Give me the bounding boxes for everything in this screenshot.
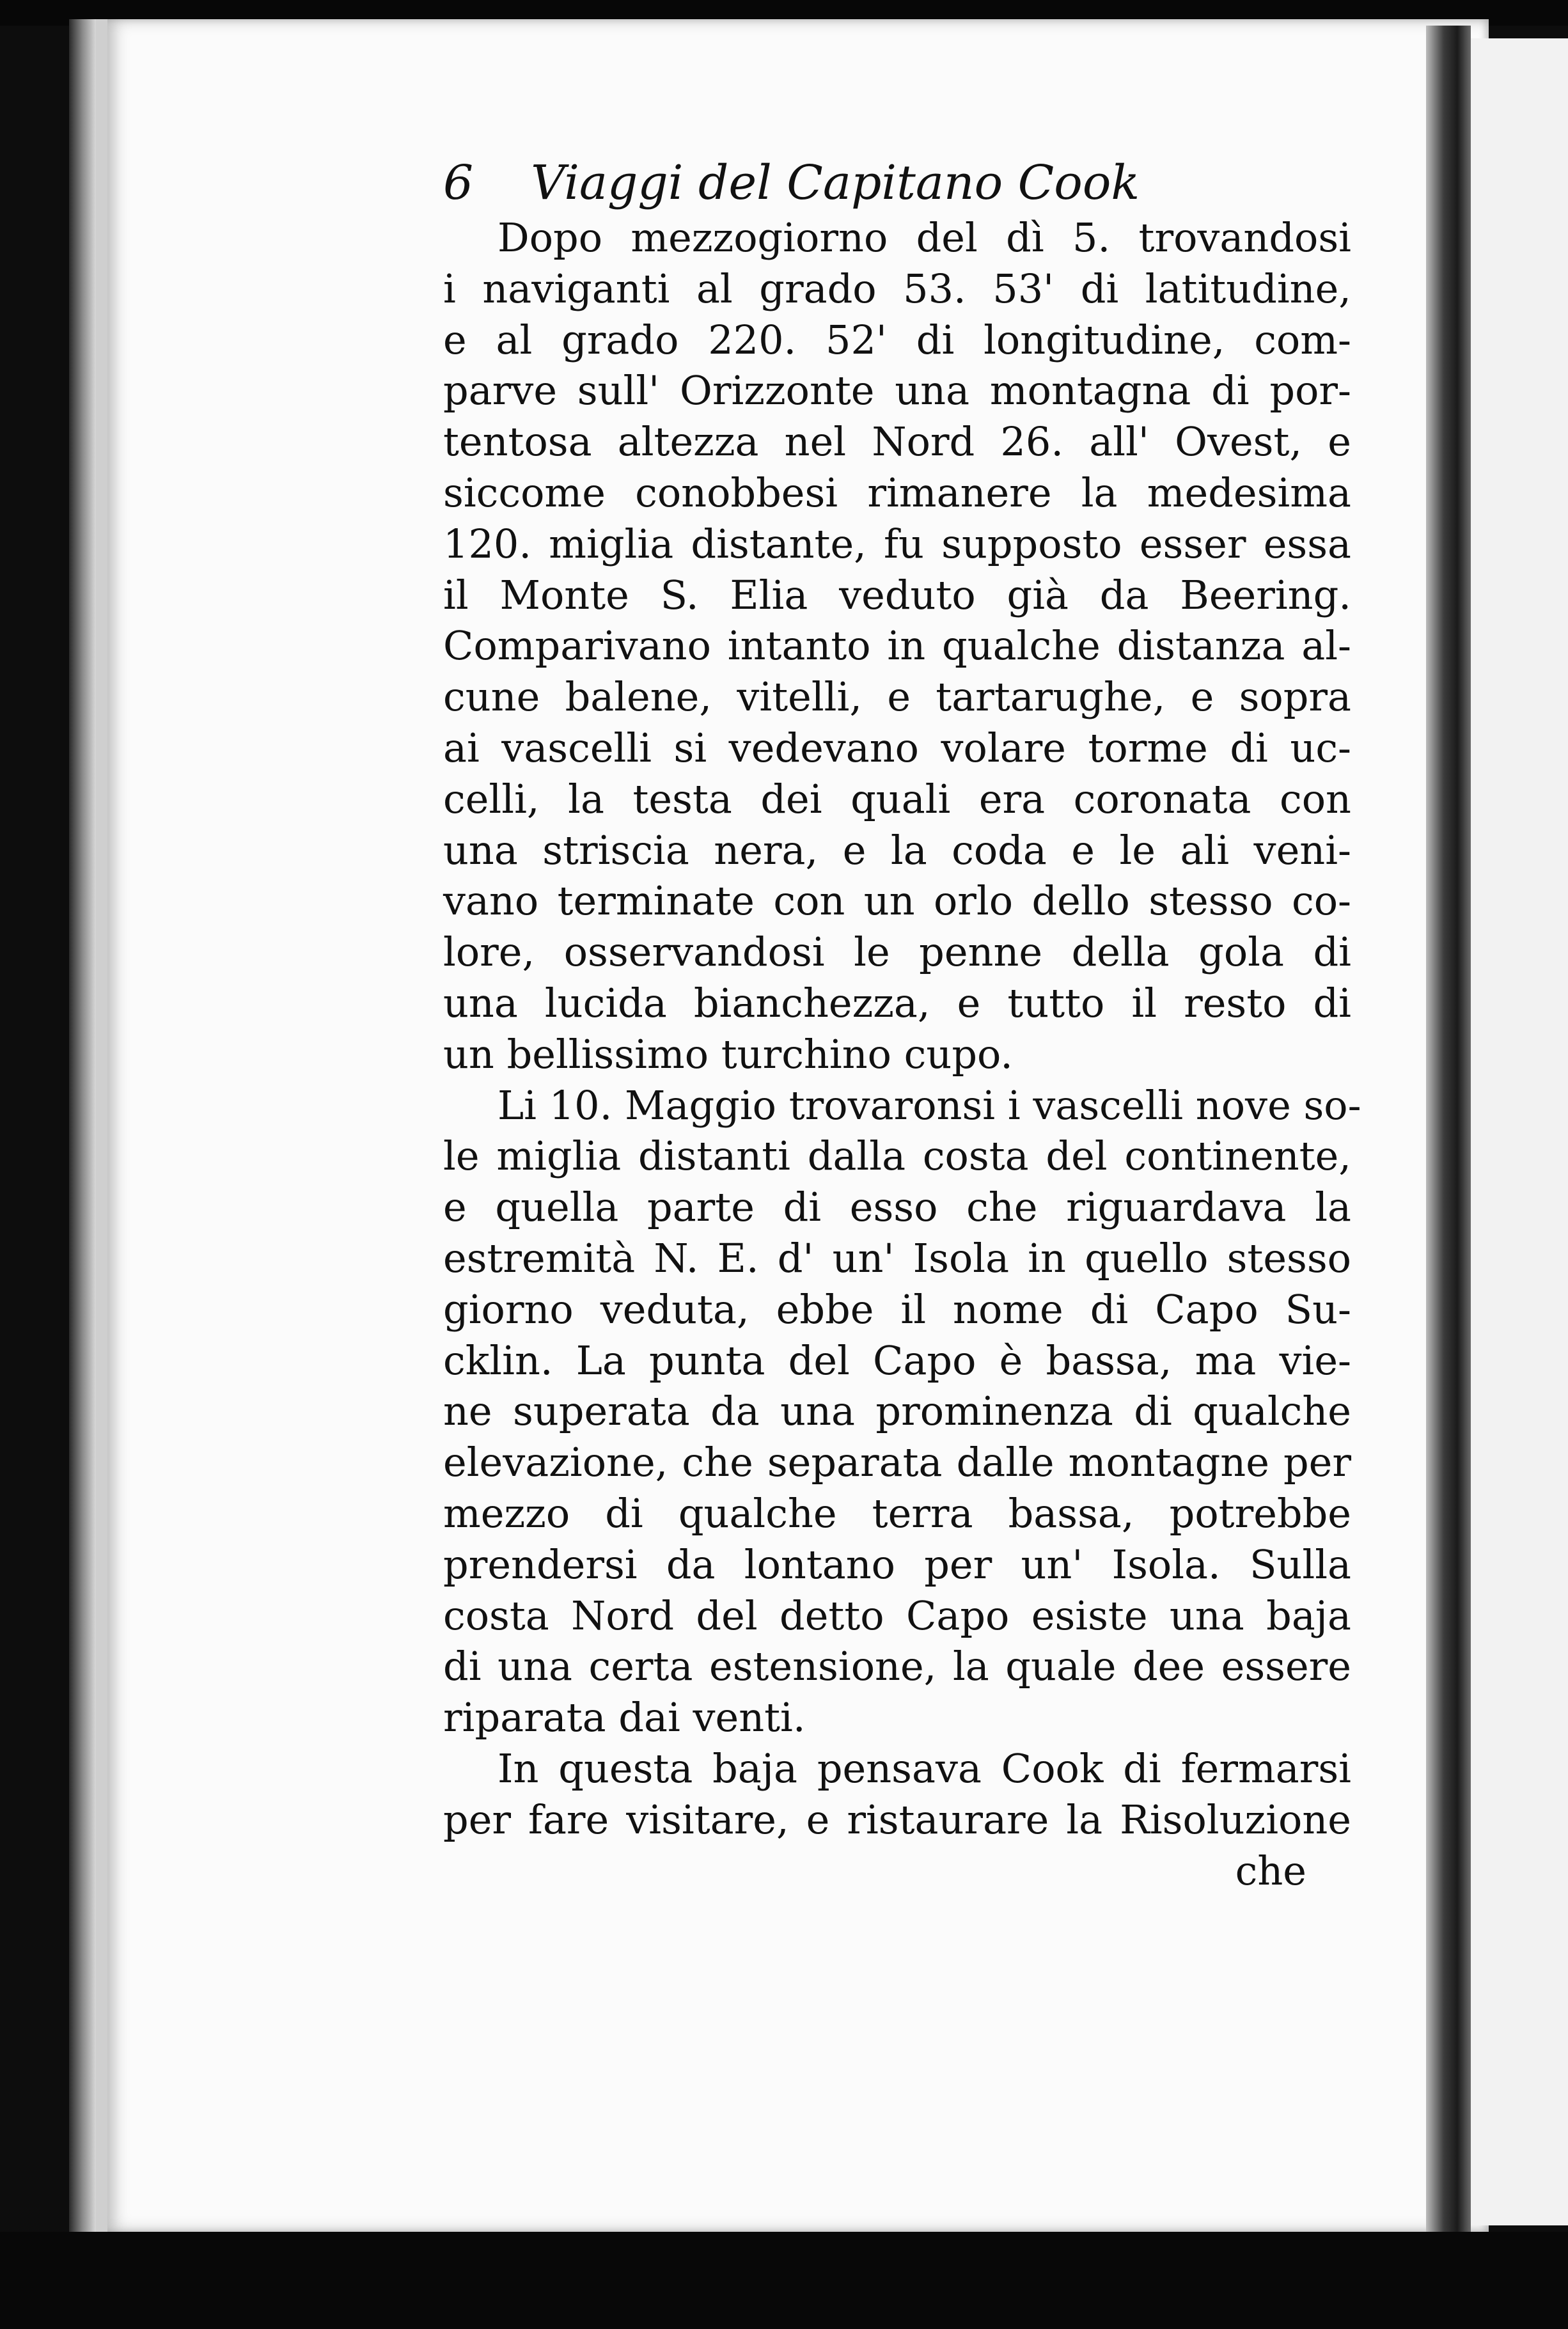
text-line: mezzo di qualche terra bassa, potrebbe bbox=[443, 1489, 1351, 1537]
text-line: celli, la testa dei quali era coronata con bbox=[443, 775, 1351, 822]
catchword: che bbox=[1235, 1847, 1306, 1894]
text-line: i naviganti al grado 53. 53' di latitudine, bbox=[443, 265, 1351, 312]
text-block bbox=[443, 153, 1361, 1896]
text-line: una striscia nera, e la coda e le ali veni- bbox=[443, 826, 1351, 874]
text-line: elevazione, che separata dalle montagne per bbox=[443, 1439, 1351, 1486]
text-line: una lucida bianchezza, e tutto il resto di bbox=[443, 979, 1351, 1026]
text-line: siccome conobbesi rimanere la medesima bbox=[443, 469, 1351, 516]
text-line: ai vascelli si vedevano volare torme di uc- bbox=[443, 724, 1351, 771]
text-line: e al grado 220. 52' di longitudine, com- bbox=[443, 316, 1351, 363]
text-line: le miglia distanti dalla costa del continente, bbox=[443, 1133, 1351, 1180]
text-line: cklin. La punta del Capo è bassa, ma vie- bbox=[443, 1337, 1351, 1384]
text-line: cune balene, vitelli, e tartarughe, e sopra bbox=[443, 673, 1351, 721]
text-line: ne superata da una prominenza di qualche bbox=[443, 1388, 1351, 1435]
next-page-edge bbox=[1471, 38, 1568, 2225]
text-line: Comparivano intanto in qualche distanza al- bbox=[443, 622, 1351, 670]
text-line: di una certa estensione, la quale dee essere bbox=[443, 1643, 1351, 1690]
text-line: Li 10. Maggio trovaronsi i vascelli nove so- bbox=[498, 1081, 1361, 1129]
text-line: un bellissimo turchino cupo. bbox=[443, 1030, 1013, 1078]
text-line: riparata dai venti. bbox=[443, 1694, 806, 1741]
body-text bbox=[443, 212, 1361, 1846]
scan-border-bottom bbox=[0, 2232, 1568, 2329]
text-line: 120. miglia distante, fu supposto esser essa bbox=[443, 520, 1351, 567]
text-line: giorno veduta, ebbe il nome di Capo Su- bbox=[443, 1285, 1351, 1333]
text-line: In questa baja pensava Cook di fermarsi bbox=[498, 1745, 1351, 1792]
text-line: il Monte S. Elia veduto già da Beering. bbox=[443, 571, 1351, 618]
text-line: parve sull' Orizzonte una montagna di por- bbox=[443, 367, 1351, 414]
text-line: tentosa altezza nel Nord 26. all' Ovest, e bbox=[443, 418, 1351, 466]
text-line: lore, osservandosi le penne della gola di bbox=[443, 929, 1351, 976]
page-number: 6 bbox=[443, 155, 474, 210]
text-line: prendersi da lontano per un' Isola. Sulla bbox=[443, 1541, 1351, 1588]
text-line: Dopo mezzogiorno del dì 5. trovandosi bbox=[498, 214, 1351, 261]
running-title: Viaggi del Capitano Cook bbox=[531, 155, 1140, 210]
book-gutter bbox=[1426, 26, 1471, 2232]
text-line: e quella parte di esso che riguardava la bbox=[443, 1184, 1351, 1231]
text-line: per fare visitare, e ristaurare la Risoluzione bbox=[443, 1796, 1351, 1843]
text-line: costa Nord del detto Capo esiste una baja bbox=[443, 1592, 1351, 1639]
text-line: vano terminate con un orlo dello stesso co- bbox=[443, 877, 1351, 925]
text-line: estremità N. E. d' un' Isola in quello stesso bbox=[443, 1234, 1351, 1282]
running-header bbox=[443, 153, 1351, 212]
